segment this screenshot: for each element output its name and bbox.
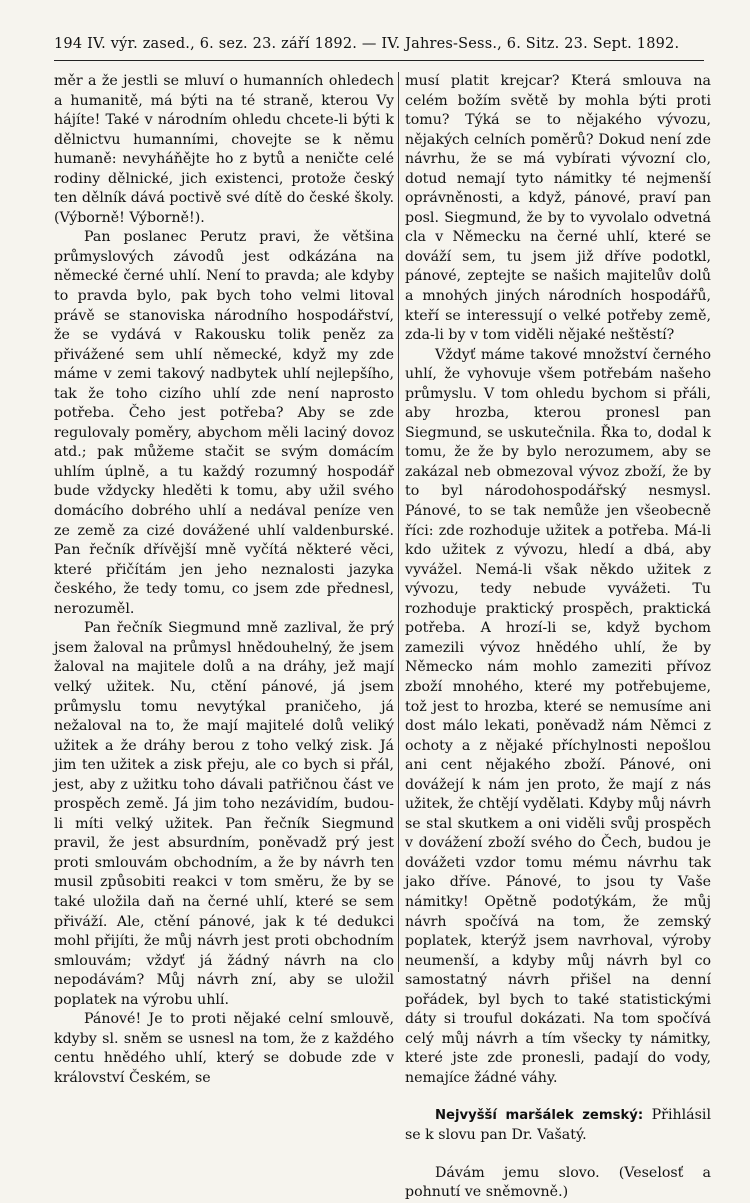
- paragraph: měr a že jestli se mluví o humanních ohledech a humanitě, má býti na té straně, kterou Vy hájíte! Také v národním ohledu chcete-li býti k dělnictvu humanními, chovejte se k němu humaně: nevyháňějte ho z bytů a neničte celé rodiny dělnické, jich existenci, protože český ten dělník dává poctivě své dítě do české školy. (Výborně! Výborně!).: [54, 73, 394, 226]
- closing-paragraph: Dávám jemu slovo. (Veselosť a pohnutí ve sněmovně.): [405, 1164, 711, 1201]
- right-column: [398, 72, 711, 1201]
- paragraph: Pan poslanec Perutz pravi, že většina průmyslových závodů jest odkázána na německé černé uhlí. Není to pravda; ale kdyby to pravda bylo, pak bych toho velmi litoval právě se stanoviska národního hospodářství, že se vydává v Rakousku tolik peněz za přivážené sem uhlí německé, když my zde máme v zemi takový nadbytek uhlí nejlepšího, tak že toho cizího uhlí zde není naprosto potřeba. Čeho jest potřeba? Aby se zde regulovaly poměry, abychom měli laciný dovoz atd.; pak můžeme stačit se svým domácím uhlím úplně, a tu každý rozumný hospodář bude vždycky hleděti k tomu, aby užil svého domácího dobrého uhlí a nedával peníze ven ze země za cizé dovážené uhlí valdenburské. Pan řečník dřívější mně vyčítá některé věci, které přičítám jen jeho neznalosti jazyka českého, že tedy tomu, co jsem zde přednesl, nerozuměl.: [54, 229, 394, 617]
- paragraph: Pan řečník Siegmund mně zazlival, že prý jsem žaloval na průmysl hnědouhelný, že jsem žaloval na majitele dolů a na dráhy, jež mají velký užitek. Nu, ctění pánové, já jsem průmyslu tomu nevytýkal praničeho, já nežaloval na to, že mají majitelé dolů veliký užitek a že dráhy berou z toho velký zisk. Já jim ten užitek a zisk přeju, ale co bych si přál, jest, aby z užitku toho dávali patřičnou část ve prospěch země. Já jim toho nezávidím, budou-li míti velký užitek. Pan řečník Siegmund pravil, že jest absurdním, poněvadž prý jest proti smlouvám obchodním, a že by návrh ten musil způsobiti reakci v tom směru, že by se také uložila daň na černé uhlí, které se sem přiváží. Ale, ctění pánové, jak k té dedukci mohl přijíti, že můj návrh jest proti obchodním smlouvám; vždyť já žádný návrh na clo nepodávám? Můj návrh zní, aby se uložil poplatek na výrobu uhlí.: [54, 620, 394, 1008]
- paragraph: musí platit krejcar? Která smlouva na celém božím světě by mohla býti proti tomu? Týká se to nějakého vývozu, nějakých celních poměrů? Dokud není zde návrhu, že se má vybírati vývozní clo, dotud nemají tyto námitky té nejmenší oprávněnosti, a když, pánové, praví pan posl. Siegmund, že by to vyvolalo odvetná cla v Německu na černé uhlí, které se dováží sem, tu jsem již dříve podotkl, pánové, zeptejte se našich majitelův dolů a mnohých jiných národních hospodářů, kteří se interessují o velké potřeby země, zda-li by v tom viděli nějaké neštěstí?: [405, 73, 711, 344]
- left-column: [54, 72, 394, 1088]
- header-rule: [54, 60, 704, 61]
- page-header: 194 IV. výr. zased., 6. sez. 23. září 1892. — IV. Jahres-Sess., 6. Sitz. 23. Sept. 1892.: [54, 36, 680, 52]
- speaker-text: Přihlásil se k slovu pan Dr. Vašatý.: [405, 1107, 711, 1143]
- speaker-name: Nejvyšší maršálek zemský:: [435, 1108, 644, 1124]
- paragraph: Pánové! Je to proti nějaké celní smlouvě, kdyby sl. sněm se usnesl na tom, že z každého centu hnědého uhlí, který se dobude zde v království Českém, se: [54, 1011, 394, 1086]
- paragraph: Vždyť máme takové množství černého uhlí, že vyhovuje všem potřebám našeho průmyslu. V tom ohledu bychom si přáli, aby hrozba, kterou pronesl pan Siegmund, se uskutečnila. Řka to, dodal k tomu, že že by bylo nerozumem, aby se zakázal neb obmezoval vývoz zboží, že by to byl národohospodářský nesmysl. Pánové, to se tak nemůže jen všeobecně říci: zde rozhoduje užitek a potřeba. Má-li kdo užitek z vývozu, hledí a dbá, aby vyvážel. Nemá-li však někdo užitek z vývozu, tedy nebude vyvážeti. Tu rozhoduje praktický prospěch, praktická potřeba. A hrozí-li se, když bychom zamezili vývoz hnědého uhlí, že by Německo nám mohlo zameziti přívoz zboží mnohého, které my potřebujeme, tož jest to hrozba, které se nemusíme ani dost málo lekati, poněvadž nám Němci z ochoty a z nějaké příchylnosti nepošlou ani cent nějakého zboží. Pánové, oni dovážejí k nám jen proto, že mají z nás užitek, že chtějí vydělati. Kdyby můj návrh se stal skutkem a oni viděli svůj prospěch v dovážení zboží svého do Čech, budou je dovážeti vzdor tomu mému návrhu tak jako dříve. Pánové, to jsou ty Vaše námitky! Opětně podotýkám, že můj návrh spočívá na tom, že zemský poplatek, kterýž jsem navrhoval, výroby neumenší, a kdyby můj návrh byl co samostatný návrh přišel na denní pořádek, byl bych to také statistickými dáty si trouful dokázati. Na tom spočívá celý můj návrh a tím všecky ty námitky, které jste zde pronesli, padají do vody, nemajíce žádné váhy.: [405, 346, 711, 1086]
- speaker-paragraph: [405, 1106, 711, 1145]
